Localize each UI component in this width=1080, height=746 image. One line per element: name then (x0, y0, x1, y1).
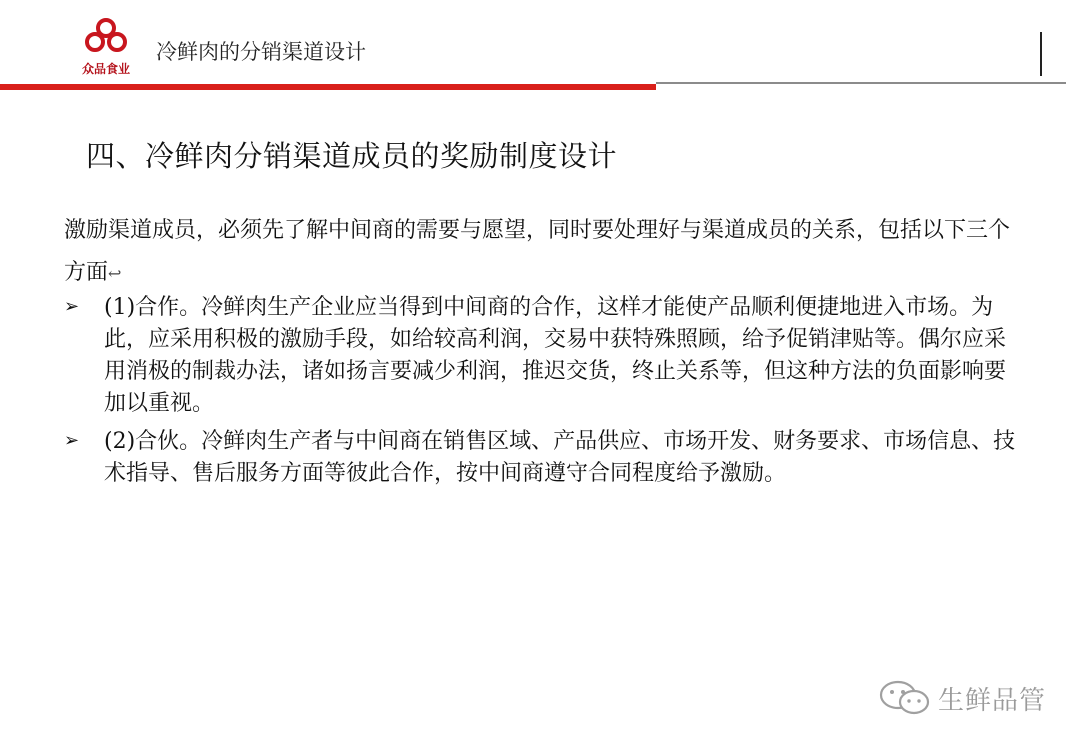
wechat-icon (878, 680, 932, 716)
header-divider (1040, 32, 1042, 76)
arrow-bullet-icon: ➢ (64, 430, 80, 451)
bullet-list (64, 292, 1014, 496)
logo-text: 众品食业 (81, 62, 130, 76)
header-gray-bar (656, 82, 1066, 84)
list-item (64, 426, 1014, 490)
bullet-text: (2)合伙。冷鲜肉生产者与中间商在销售区域、产品供应、市场开发、财务要求、市场信息、技术指导、售后服务方面等彼此合作，按中间商遵守合同程度给予激励。 (104, 429, 1016, 486)
intro-paragraph (64, 210, 1014, 295)
watermark (878, 678, 1046, 718)
logo-rings-icon (80, 18, 132, 58)
list-item (64, 292, 1014, 420)
header-title: 冷鲜肉的分销渠道设计 (156, 40, 366, 64)
company-logo (74, 18, 138, 80)
watermark-text: 生鲜品管 (938, 685, 1047, 716)
bullet-text: (1)合作。冷鲜肉生产企业应当得到中间商的合作，这样才能使产品顺利便捷地进入市场。为此，应采用积极的激励手段，如给较高利润，交易中获特殊照顾，给予促销津贴等。偶尔应采用消极的制裁办法，诸如扬言要减少利润，推迟交货，终止关系等，但这种方法的负面影响要加以重视。 (104, 295, 1007, 416)
slide-header (0, 0, 1080, 92)
header-red-bar (0, 84, 656, 90)
paragraph-mark-icon: ↩ (108, 264, 122, 283)
section-title: 四、冷鲜肉分销渠道成员的奖励制度设计 (86, 139, 618, 173)
intro-text: 激励渠道成员，必须先了解中间商的需要与愿望，同时要处理好与渠道成员的关系，包括以下三个方面 (64, 218, 1011, 285)
arrow-bullet-icon: ➢ (64, 296, 80, 317)
